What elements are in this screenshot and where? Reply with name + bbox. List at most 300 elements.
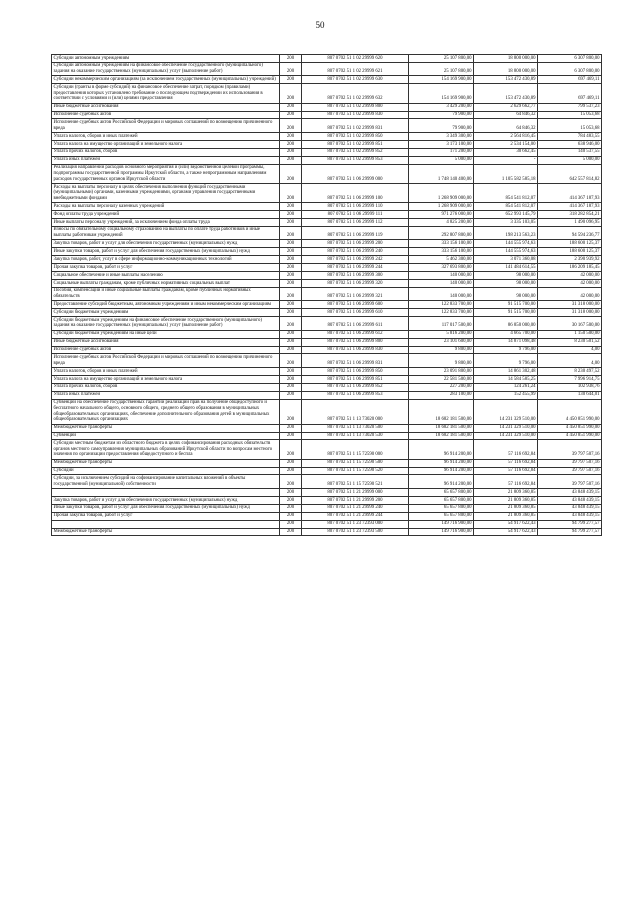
cell-executed-amount: 57 116 692,84 — [474, 475, 538, 489]
cell-classification-code: 807 0702 51 1 06 29999 111 — [302, 211, 409, 219]
cell-executed-amount: 14 231 329 510,00 — [474, 432, 538, 440]
cell-classification-code: 807 0702 51 1 15 72590 520 — [302, 467, 409, 475]
cell-classification-code: 807 0702 51 1 06 29999 240 — [302, 248, 409, 256]
cell-executed-amount: 30 662,45 — [474, 148, 538, 156]
cell-line-code: 200 — [280, 375, 302, 383]
cell-line-code: 200 — [280, 183, 302, 202]
cell-name: Исполнение судебных актов — [52, 111, 280, 119]
cell-approved-amount: 79 900,00 — [409, 111, 474, 119]
table-row — [52, 211, 602, 219]
cell-classification-code: 807 0702 51 1 06 29999 320 — [302, 279, 409, 287]
cell-name: Уплата иных платежей — [52, 156, 280, 164]
cell-classification-code: 807 0702 51 1 02 29999 853 — [302, 156, 409, 164]
cell-classification-code: 807 0702 51 1 21 29999 240 — [302, 504, 409, 512]
cell-approved-amount: 154 169 900,00 — [409, 76, 474, 84]
cell-line-code: 200 — [280, 226, 302, 240]
table-row — [52, 467, 602, 475]
table-row — [52, 520, 602, 528]
cell-classification-code: 807 0702 51 1 06 29999 851 — [302, 375, 409, 383]
cell-name: Субсидии автономным учреждениям — [52, 55, 280, 63]
cell-approved-amount: 9 800,00 — [409, 354, 474, 368]
cell-line-code: 200 — [280, 424, 302, 432]
table-row — [52, 240, 602, 248]
cell-executed-amount: 2 629 662,77 — [474, 103, 538, 111]
cell-executed-amount: 144 555 974,63 — [474, 248, 538, 256]
cell-classification-code: 807 0702 51 1 02 29999 831 — [302, 119, 409, 133]
cell-line-code: 200 — [280, 148, 302, 156]
cell-classification-code: 807 0702 51 1 06 29999 112 — [302, 218, 409, 226]
cell-name: Субвенции — [52, 432, 280, 440]
cell-approved-amount: 149 716 900,00 — [409, 528, 474, 536]
table-row — [52, 148, 602, 156]
cell-name: Закупка товаров, работ, услуг в сфере информационно-коммуникационных технологий — [52, 256, 280, 264]
table-row — [52, 354, 602, 368]
cell-name: Исполнение судебных актов — [52, 346, 280, 354]
cell-approved-amount: 122 833 700,00 — [409, 309, 474, 317]
cell-executed-amount: 124 261,24 — [474, 383, 538, 391]
cell-approved-amount: 327 693 800,00 — [409, 264, 474, 272]
cell-approved-amount: 154 169 900,00 — [409, 84, 474, 103]
cell-approved-amount: 96 914 200,00 — [409, 475, 474, 489]
cell-line-code: 200 — [280, 346, 302, 354]
cell-name: Уплата налога на имущество организаций и земельного налога — [52, 140, 280, 148]
table-row — [52, 272, 602, 280]
cell-line-code: 200 — [280, 156, 302, 164]
table-row — [52, 504, 602, 512]
cell-executed-amount: 3 335 103,05 — [474, 218, 538, 226]
cell-executed-amount: 91 515 700,00 — [474, 301, 538, 309]
cell-name: Субсидии местным бюджетам из областного бюджета в целях софинансирования расходных обязательств органов местного самоуправления муниципальных образований Иркутской области по вопросам местного значения по организации предоставления общедоступного и беспла — [52, 440, 280, 459]
table-row — [52, 301, 602, 309]
table-row — [52, 156, 602, 164]
cell-name: Уплата иных платежей — [52, 391, 280, 399]
table-row — [52, 475, 602, 489]
cell-approved-amount: 22 581 500,00 — [409, 375, 474, 383]
cell-name: Субсидии — [52, 467, 280, 475]
cell-classification-code: 807 0702 51 1 21 29999 000 — [302, 489, 409, 497]
cell-line-code: 200 — [280, 76, 302, 84]
cell-approved-amount: 971 276 000,00 — [409, 211, 474, 219]
cell-classification-code: 807 0702 51 1 21 29999 200 — [302, 496, 409, 504]
table-row — [52, 279, 602, 287]
cell-executed-amount: 198 213 563,23 — [474, 226, 538, 240]
cell-unexecuted-amount: 1 150 500,00 — [538, 330, 602, 338]
cell-classification-code: 807 0702 51 1 06 29999 850 — [302, 368, 409, 376]
cell-executed-amount: 1 105 582 585,18 — [474, 164, 538, 183]
cell-line-code: 200 — [280, 368, 302, 376]
cell-name — [52, 520, 280, 528]
cell-executed-amount: 153 472 430,89 — [474, 76, 538, 84]
cell-line-code: 200 — [280, 459, 302, 467]
cell-unexecuted-amount: 94 799 277,57 — [538, 520, 602, 528]
cell-line-code: 200 — [280, 317, 302, 331]
cell-classification-code: 807 0702 51 1 23 72393 000 — [302, 520, 409, 528]
cell-classification-code: 807 0702 51 1 02 29999 632 — [302, 84, 409, 103]
table-row — [52, 133, 602, 141]
cell-name: Межбюджетные трансферты — [52, 424, 280, 432]
cell-approved-amount: 1 268 909 000,00 — [409, 203, 474, 211]
table-row — [52, 330, 602, 338]
cell-name: Субсидии автономным учреждениям на финансовое обеспечение государственного (муниципального) задания на оказание государственных (муниципальных) услуг (выполнение работ) — [52, 62, 280, 76]
cell-name: Субсидии (гранты в форме субсидий) на финансовое обеспечение затрат, порядком (правилами) предоставления которых установлено требование о последующем подтверждении их использования в соответствии с условиями и (или) целями предоставления — [52, 84, 280, 103]
cell-classification-code: 807 0702 51 1 06 29999 244 — [302, 264, 409, 272]
cell-line-code: 200 — [280, 211, 302, 219]
cell-unexecuted-amount: 642 557 814,82 — [538, 164, 602, 183]
cell-classification-code: 807 0702 51 1 02 29999 800 — [302, 103, 409, 111]
table-row — [52, 528, 602, 536]
cell-executed-amount: 54 917 622,43 — [474, 528, 538, 536]
cell-executed-amount: 21 809 360,85 — [474, 496, 538, 504]
cell-approved-amount: 140 000,00 — [409, 279, 474, 287]
cell-unexecuted-amount: 799 537,23 — [538, 103, 602, 111]
cell-unexecuted-amount: 5 000,00 — [538, 156, 602, 164]
cell-unexecuted-amount: 414 367 187,93 — [538, 183, 602, 202]
cell-line-code: 200 — [280, 301, 302, 309]
cell-approved-amount: 333 156 100,00 — [409, 240, 474, 248]
cell-name: Иные бюджетные ассигнования — [52, 338, 280, 346]
table-row — [52, 111, 602, 119]
cell-unexecuted-amount: 4 450 851 990,00 — [538, 424, 602, 432]
cell-classification-code: 807 0702 51 1 06 29999 853 — [302, 391, 409, 399]
table-row — [52, 424, 602, 432]
cell-executed-amount: 9 796,00 — [474, 346, 538, 354]
table-row — [52, 368, 602, 376]
cell-unexecuted-amount: 15 053,68 — [538, 119, 602, 133]
table-row — [52, 287, 602, 301]
cell-unexecuted-amount: 638 946,00 — [538, 140, 602, 148]
table-row — [52, 375, 602, 383]
cell-approved-amount: 18 682 181 500,00 — [409, 432, 474, 440]
cell-classification-code: 807 0702 51 1 21 29999 244 — [302, 512, 409, 520]
cell-line-code: 200 — [280, 248, 302, 256]
cell-unexecuted-amount: 4,00 — [538, 354, 602, 368]
cell-name: Иные выплаты персоналу учреждений, за исключением фонда оплаты труда — [52, 218, 280, 226]
cell-approved-amount: 140 000,00 — [409, 287, 474, 301]
cell-unexecuted-amount: 697 469,11 — [538, 76, 602, 84]
cell-line-code: 200 — [280, 140, 302, 148]
table-row — [52, 62, 602, 76]
cell-classification-code: 807 0702 51 1 06 29999 110 — [302, 203, 409, 211]
cell-name: Предоставление субсидий бюджетным, автономным учреждениям и иным некоммерческим организациям — [52, 301, 280, 309]
cell-approved-amount: 333 156 100,00 — [409, 248, 474, 256]
budget-execution-table — [51, 54, 602, 536]
cell-name: Уплата налогов, сборов и иных платежей — [52, 133, 280, 141]
cell-classification-code: 807 0702 51 1 06 29999 830 — [302, 346, 409, 354]
cell-name: Уплата прочих налогов, сборов — [52, 148, 280, 156]
cell-unexecuted-amount: 43 848 439,15 — [538, 504, 602, 512]
cell-executed-amount: - — [474, 156, 538, 164]
cell-approved-amount: 25 107 800,00 — [409, 55, 474, 63]
cell-executed-amount: 57 116 692,84 — [474, 467, 538, 475]
cell-approved-amount: 1 268 909 000,00 — [409, 183, 474, 202]
cell-unexecuted-amount: 39 797 507,16 — [538, 467, 602, 475]
cell-unexecuted-amount: 30 167 500,00 — [538, 317, 602, 331]
cell-classification-code: 807 0702 51 1 15 72590 521 — [302, 475, 409, 489]
cell-name: Иные бюджетные ассигнования — [52, 103, 280, 111]
cell-unexecuted-amount: 188 600 125,37 — [538, 240, 602, 248]
cell-approved-amount: 65 657 800,00 — [409, 496, 474, 504]
cell-executed-amount: 652 993 145,79 — [474, 211, 538, 219]
cell-classification-code: 807 0702 51 1 02 29999 630 — [302, 76, 409, 84]
cell-approved-amount: 171 200,00 — [409, 148, 474, 156]
cell-line-code: 200 — [280, 111, 302, 119]
cell-line-code: 200 — [280, 272, 302, 280]
cell-approved-amount: 96 914 200,00 — [409, 467, 474, 475]
cell-unexecuted-amount: 39 797 507,16 — [538, 459, 602, 467]
cell-name: Социальное обеспечение и иные выплаты населению — [52, 272, 280, 280]
cell-executed-amount: 141 484 614,55 — [474, 264, 538, 272]
cell-line-code: 200 — [280, 256, 302, 264]
cell-approved-amount: 292 807 800,00 — [409, 226, 474, 240]
cell-line-code: 200 — [280, 84, 302, 103]
cell-unexecuted-amount: 43 848 439,15 — [538, 496, 602, 504]
cell-unexecuted-amount: 6 307 800,00 — [538, 62, 602, 76]
cell-unexecuted-amount: 42 000,00 — [538, 287, 602, 301]
cell-executed-amount: 86 850 000,00 — [474, 317, 538, 331]
cell-approved-amount: 5 000,00 — [409, 156, 474, 164]
cell-classification-code: 807 0702 51 1 02 29999 852 — [302, 148, 409, 156]
cell-name: Расходы на выплаты персоналу в целях обеспечения выполнения функций государственными (муниципальными) органами, казенными учреждениями, органами управления государственными внебюджетными фондами — [52, 183, 280, 202]
cell-classification-code: 807 0702 51 1 06 29999 100 — [302, 183, 409, 202]
cell-unexecuted-amount: 4,00 — [538, 346, 602, 354]
cell-executed-amount: 854 541 812,07 — [474, 183, 538, 202]
cell-line-code: 200 — [280, 287, 302, 301]
cell-unexecuted-amount: 8 230 497,52 — [538, 368, 602, 376]
cell-classification-code: 807 0702 51 1 06 29999 300 — [302, 272, 409, 280]
cell-classification-code: 807 0702 51 1 02 29999 620 — [302, 55, 409, 63]
cell-unexecuted-amount: 140 537,55 — [538, 148, 602, 156]
cell-unexecuted-amount: 94 799 277,57 — [538, 528, 602, 536]
cell-approved-amount: 1 748 140 400,00 — [409, 164, 474, 183]
cell-executed-amount: 4 665 700,00 — [474, 330, 538, 338]
cell-executed-amount: 18 800 000,00 — [474, 62, 538, 76]
cell-classification-code: 807 0702 51 1 06 29999 242 — [302, 256, 409, 264]
cell-unexecuted-amount: 414 367 187,93 — [538, 203, 602, 211]
cell-name: Субсидии бюджетным учреждениям — [52, 309, 280, 317]
cell-line-code: 200 — [280, 62, 302, 76]
cell-executed-amount: 21 809 360,85 — [474, 512, 538, 520]
cell-executed-amount: 57 116 692,84 — [474, 440, 538, 459]
cell-approved-amount: 3 429 200,00 — [409, 103, 474, 111]
cell-executed-amount: 54 917 622,43 — [474, 520, 538, 528]
table-row — [52, 76, 602, 84]
cell-name: Исполнение судебных актов Российской Федерации и мировых соглашений по возмещению причиненного вреда — [52, 119, 280, 133]
cell-line-code: 200 — [280, 119, 302, 133]
table-row — [52, 55, 602, 63]
cell-name: Реализация направлений расходов основного мероприятия и (или) ведомственной целевой программы, подпрограммы государственной программы Иркутской области, а также непрограммным направлениям расходов государственных органов Иркутской области — [52, 164, 280, 183]
cell-classification-code: 807 0702 51 1 06 29999 200 — [302, 240, 409, 248]
cell-unexecuted-amount: 130 644,01 — [538, 391, 602, 399]
cell-executed-amount: 18 800 000,00 — [474, 55, 538, 63]
cell-approved-amount: 4 825 200,00 — [409, 218, 474, 226]
cell-name: Закупка товаров, работ и услуг для обеспечения государственных (муниципальных) нужд — [52, 240, 280, 248]
table-row — [52, 317, 602, 331]
cell-name: Фонд оплаты труда учреждений — [52, 211, 280, 219]
cell-classification-code: 807 0702 51 1 15 72590 500 — [302, 459, 409, 467]
cell-name: Субсидии некоммерческим организациям (за исключением государственных (муниципальных) учреждений) — [52, 76, 280, 84]
table-row — [52, 432, 602, 440]
cell-unexecuted-amount: 94 594 236,77 — [538, 226, 602, 240]
cell-line-code: 200 — [280, 164, 302, 183]
cell-line-code: 200 — [280, 338, 302, 346]
cell-name: Иные закупки товаров, работ и услуг для обеспечения государственных (муниципальных) нужд — [52, 248, 280, 256]
cell-unexecuted-amount: 42 000,00 — [538, 279, 602, 287]
table-row — [52, 264, 602, 272]
cell-unexecuted-amount: 784 483,55 — [538, 133, 602, 141]
cell-name: Субвенции на обеспечение государственных гарантий реализации прав на получение общедоступного и бесплатного начального общего, основного общего, среднего общего образования в муниципальных общеобразовательных организациях, обеспечение дополнительного образования детей в муниципальных общеобразовательных организациях — [52, 399, 280, 424]
cell-classification-code: 807 0702 51 1 02 29999 830 — [302, 111, 409, 119]
cell-approved-amount: 227 200,00 — [409, 383, 474, 391]
cell-name: Социальные выплаты гражданам, кроме публичных нормативных социальных выплат — [52, 279, 280, 287]
cell-approved-amount: 65 657 800,00 — [409, 512, 474, 520]
cell-executed-amount: 21 809 360,85 — [474, 504, 538, 512]
cell-approved-amount: 5 462 300,00 — [409, 256, 474, 264]
cell-classification-code: 807 0702 51 1 06 29999 600 — [302, 301, 409, 309]
cell-line-code: 200 — [280, 432, 302, 440]
table-row — [52, 164, 602, 183]
cell-unexecuted-amount: 39 797 507,16 — [538, 440, 602, 459]
cell-executed-amount: 91 515 700,00 — [474, 309, 538, 317]
cell-classification-code: 807 0702 51 1 06 29999 610 — [302, 309, 409, 317]
table-body — [52, 55, 602, 536]
cell-line-code: 200 — [280, 520, 302, 528]
cell-unexecuted-amount: 188 600 125,37 — [538, 248, 602, 256]
cell-executed-amount: 14 231 329 510,00 — [474, 424, 538, 432]
cell-unexecuted-amount: 1 490 096,95 — [538, 218, 602, 226]
cell-approved-amount: 117 017 500,00 — [409, 317, 474, 331]
cell-classification-code: 807 0702 51 1 06 29999 852 — [302, 383, 409, 391]
table-row — [52, 203, 602, 211]
cell-name: Уплата налога на имущество организаций и земельного налога — [52, 375, 280, 383]
cell-name: Взносы по обязательному социальному страхованию на выплаты по оплате труда работников и иные выплаты работникам учреждений — [52, 226, 280, 240]
cell-unexecuted-amount: 43 848 439,15 — [538, 512, 602, 520]
cell-unexecuted-amount: 8 230 501,52 — [538, 338, 602, 346]
cell-name: Исполнение судебных актов Российской Федерации и мировых соглашений по возмещению причиненного вреда — [52, 354, 280, 368]
cell-approved-amount: 25 107 800,00 — [409, 62, 474, 76]
cell-approved-amount: 283 100,00 — [409, 391, 474, 399]
cell-executed-amount: 14 871 098,48 — [474, 338, 538, 346]
cell-approved-amount: 18 682 181 500,00 — [409, 399, 474, 424]
cell-name: Пособия, компенсации и иные социальные выплаты гражданам, кроме публичных нормативных обязательств — [52, 287, 280, 301]
cell-executed-amount: 14 861 302,48 — [474, 368, 538, 376]
cell-name: Межбюджетные трансферты — [52, 459, 280, 467]
table-row — [52, 496, 602, 504]
cell-line-code: 200 — [280, 399, 302, 424]
cell-line-code: 200 — [280, 133, 302, 141]
cell-classification-code: 807 0702 51 1 06 29999 612 — [302, 330, 409, 338]
cell-line-code: 200 — [280, 103, 302, 111]
cell-unexecuted-amount: 186 209 185,45 — [538, 264, 602, 272]
cell-approved-amount: 23 091 800,00 — [409, 368, 474, 376]
cell-line-code: 200 — [280, 512, 302, 520]
cell-unexecuted-amount: 42 000,00 — [538, 272, 602, 280]
cell-executed-amount: 854 541 812,07 — [474, 203, 538, 211]
cell-classification-code: 807 0702 51 1 06 29999 800 — [302, 338, 409, 346]
cell-line-code: 200 — [280, 391, 302, 399]
cell-approved-amount: 3 349 300,00 — [409, 133, 474, 141]
cell-executed-amount: 14 231 329 510,00 — [474, 399, 538, 424]
cell-line-code: 200 — [280, 55, 302, 63]
table-row — [52, 248, 602, 256]
cell-unexecuted-amount: 43 848 439,15 — [538, 489, 602, 497]
cell-line-code: 200 — [280, 354, 302, 368]
cell-unexecuted-amount: 7 996 914,75 — [538, 375, 602, 383]
cell-executed-amount: 98 000,00 — [474, 272, 538, 280]
cell-executed-amount: 9 796,00 — [474, 354, 538, 368]
cell-line-code: 200 — [280, 218, 302, 226]
cell-unexecuted-amount: 318 282 854,21 — [538, 211, 602, 219]
cell-name: Иные закупки товаров, работ и услуг для обеспечения государственных (муниципальных) нужд — [52, 504, 280, 512]
cell-classification-code: 807 0702 51 1 06 29999 000 — [302, 164, 409, 183]
cell-name — [52, 489, 280, 497]
cell-executed-amount: 14 584 585,25 — [474, 375, 538, 383]
cell-line-code: 200 — [280, 489, 302, 497]
cell-approved-amount: 23 101 600,00 — [409, 338, 474, 346]
table-row — [52, 459, 602, 467]
cell-approved-amount: 65 657 800,00 — [409, 504, 474, 512]
cell-line-code: 200 — [280, 383, 302, 391]
table-row — [52, 218, 602, 226]
cell-executed-amount: 2 534 154,00 — [474, 140, 538, 148]
table-row — [52, 440, 602, 459]
table-row — [52, 119, 602, 133]
table-row — [52, 512, 602, 520]
cell-name: Субсидии бюджетным учреждениям на финансовое обеспечение государственного (муниципального) задания на оказание государственных (муниципальных) услуг (выполнение работ) — [52, 317, 280, 331]
page-number: 50 — [315, 20, 325, 30]
cell-name: Уплата прочих налогов, сборов — [52, 383, 280, 391]
cell-line-code: 200 — [280, 240, 302, 248]
cell-line-code: 200 — [280, 467, 302, 475]
cell-name: Прочая закупка товаров, работ и услуг — [52, 264, 280, 272]
cell-name: Прочая закупка товаров, работ и услуг — [52, 512, 280, 520]
table-row — [52, 489, 602, 497]
cell-line-code: 200 — [280, 528, 302, 536]
cell-classification-code: 807 0702 51 1 06 29999 321 — [302, 287, 409, 301]
cell-classification-code: 807 0702 51 1 02 29999 850 — [302, 133, 409, 141]
cell-approved-amount: 65 657 800,00 — [409, 489, 474, 497]
cell-unexecuted-amount: 6 307 800,00 — [538, 55, 602, 63]
cell-unexecuted-amount: 4 450 851 990,00 — [538, 399, 602, 424]
cell-approved-amount: 122 833 700,00 — [409, 301, 474, 309]
cell-approved-amount: 96 914 200,00 — [409, 440, 474, 459]
cell-approved-amount: 9 800,00 — [409, 346, 474, 354]
cell-unexecuted-amount: 15 053,68 — [538, 111, 602, 119]
cell-unexecuted-amount: 31 318 000,00 — [538, 309, 602, 317]
table-row — [52, 383, 602, 391]
cell-line-code: 200 — [280, 279, 302, 287]
cell-classification-code: 807 0702 51 1 06 29999 119 — [302, 226, 409, 240]
cell-approved-amount: 149 716 900,00 — [409, 520, 474, 528]
cell-executed-amount: 144 555 974,63 — [474, 240, 538, 248]
table-row — [52, 346, 602, 354]
cell-unexecuted-amount: 4 450 851 990,00 — [538, 432, 602, 440]
cell-executed-amount: 152 455,99 — [474, 391, 538, 399]
cell-executed-amount: 98 000,00 — [474, 279, 538, 287]
cell-line-code: 200 — [280, 496, 302, 504]
cell-unexecuted-amount: 102 938,76 — [538, 383, 602, 391]
cell-approved-amount: 96 914 200,00 — [409, 459, 474, 467]
cell-approved-amount: 140 000,00 — [409, 272, 474, 280]
cell-unexecuted-amount: 2 390 939,92 — [538, 256, 602, 264]
table-row — [52, 391, 602, 399]
cell-line-code: 200 — [280, 264, 302, 272]
cell-classification-code: 807 0702 51 1 15 72590 000 — [302, 440, 409, 459]
cell-line-code: 200 — [280, 504, 302, 512]
table-row — [52, 309, 602, 317]
cell-name: Уплата налогов, сборов и иных платежей — [52, 368, 280, 376]
cell-executed-amount: 3 071 360,08 — [474, 256, 538, 264]
table-row — [52, 84, 602, 103]
